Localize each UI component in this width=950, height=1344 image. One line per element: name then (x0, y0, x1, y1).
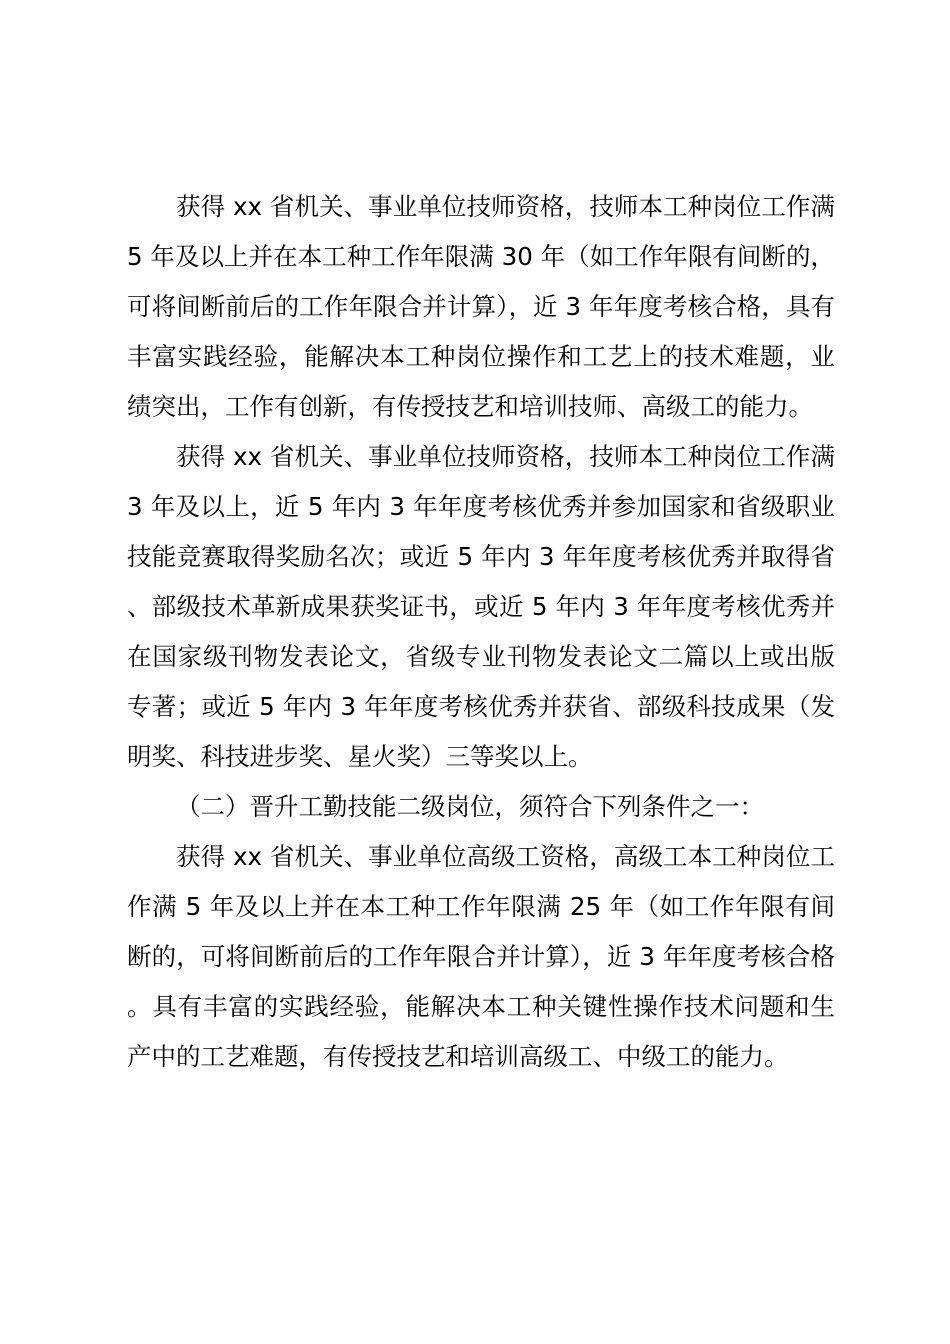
paragraph-senior-worker: 获得 xx 省机关、事业单位高级工资格，高级工本工种岗位工作满 5 年及以上并在本工种工作年限满 25 年（如工作年限有间断的，可将间断前后的工作年限合并计算），近 3 年年度考核合格。具有丰富的实践经验，能解决本工种关键性操作技术问题和生产中的工艺难题，有传授技艺和培训高级工、中级工的能力。 (127, 842, 835, 1071)
section-heading-level-two: （二）晋升工勤技能二级岗位，须符合下列条件之一： (176, 792, 764, 821)
paragraph-technician-excellence: 获得 xx 省机关、事业单位技师资格，技师本工种岗位工作满 3 年及以上，近 5 年内 3 年年度考核优秀并参加国家和省级职业技能竞赛取得奖励名次；或近 5 年内 3 年年度考核优秀并取得省、部级技术革新成果获奖证书，或近 5 年内 3 年年度考核优秀并在国家级刊物发表论文，省级专业刊物发表论文二篇以上或出版专著；或近 5 年内 3 年年度考核优秀并获省、部级科技成果（发明奖、科技进步奖、星火奖）三等奖以上。 (127, 442, 835, 771)
paragraph-technician-tenure: 获得 xx 省机关、事业单位技师资格，技师本工种岗位工作满 5 年及以上并在本工种工作年限满 30 年（如工作年限有间断的，可将间断前后的工作年限合并计算），近 3 年年度考核合格，具有丰富实践经验，能解决本工种岗位操作和工艺上的技术难题，业绩突出，工作有创新，有传授技艺和培训技师、高级工的能力。 (127, 192, 835, 421)
document-body (127, 182, 835, 1082)
